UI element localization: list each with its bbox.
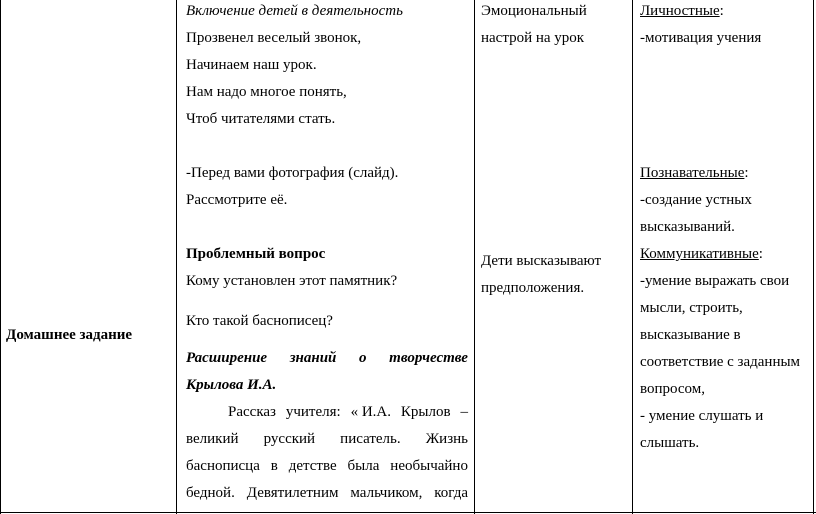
communicative-heading-text: Коммуникативные [640,246,759,262]
student-activity: настрой на урок [481,30,585,46]
slide-text: -Перед вами фотография (слайд). [186,165,399,181]
word: – [460,404,468,420]
word: мальчиком, [350,485,423,501]
story-line [186,457,468,475]
communicative-item: слышать. [640,435,700,451]
activity-heading: Включение детей в деятельность [186,3,403,19]
poem-line: Прозвенел веселый звонок, [186,30,362,46]
word: знаний [289,350,337,366]
student-activity: предположения. [481,280,585,296]
table-border-col2 [176,0,177,514]
cognitive-heading [640,164,749,182]
poem-line: Начинаем наш урок. [186,57,317,73]
word: о [359,350,367,366]
expansion-heading [186,349,468,367]
communicative-item: - умение слушать и [640,408,764,424]
problem-heading: Проблемный вопрос [186,246,326,262]
colon: : [758,246,763,262]
colon: : [719,3,724,19]
poem-line: Нам надо многое понять, [186,84,347,100]
table-border-col4 [632,0,633,514]
expansion-heading-cont: Крылова И.А. [186,377,277,393]
cognitive-item: -создание устных [640,192,752,208]
colon: : [744,165,749,181]
question-text: Кто такой баснописец? [186,313,333,329]
communicative-item: соответствие с заданным [640,354,801,370]
word: писатель. [340,431,401,447]
word: Расширение [186,350,268,366]
communicative-item: высказывание в [640,327,741,343]
cognitive-heading-text: Познавательные [640,165,745,181]
word: когда [434,485,468,501]
word: детстве [288,458,337,474]
word: баснописца [186,458,260,474]
word: великий [186,431,239,447]
personal-heading [640,2,724,20]
poem-line: Чтоб читателями стать. [186,111,336,127]
table-border-col3 [474,0,475,514]
story-line [228,403,468,421]
word: Девятилетним [246,485,339,501]
student-activity: Дети высказывают [481,253,602,269]
word: « И.А. [350,404,392,420]
word: бедной. [186,485,235,501]
word: Крылов [400,404,451,420]
word: в [270,458,278,474]
personal-item: -мотивация учения [640,30,762,46]
question-text: Кому установлен этот памятник? [186,273,398,289]
communicative-item: вопросом, [640,381,705,397]
slide-text: Рассмотрите её. [186,192,288,208]
table-border-right [813,0,814,514]
word: необычайно [390,458,468,474]
word: русский [263,431,316,447]
word: учителя: [285,404,341,420]
story-line [186,484,468,502]
word: Жизнь [425,431,468,447]
word: творчестве [389,350,468,366]
cognitive-item: высказываний. [640,219,735,235]
word: Рассказ [228,404,276,420]
table-border-bottom [0,512,816,513]
communicative-item: -умение выражать свои [640,273,790,289]
student-activity: Эмоциональный [481,3,587,19]
story-line [186,430,468,448]
communicative-item: мысли, строить, [640,300,743,316]
communicative-heading [640,245,763,263]
word: была [347,458,380,474]
personal-heading-text: Личностные [640,3,720,19]
table-border-left [0,0,1,514]
row-label: Домашнее задание [6,327,133,343]
